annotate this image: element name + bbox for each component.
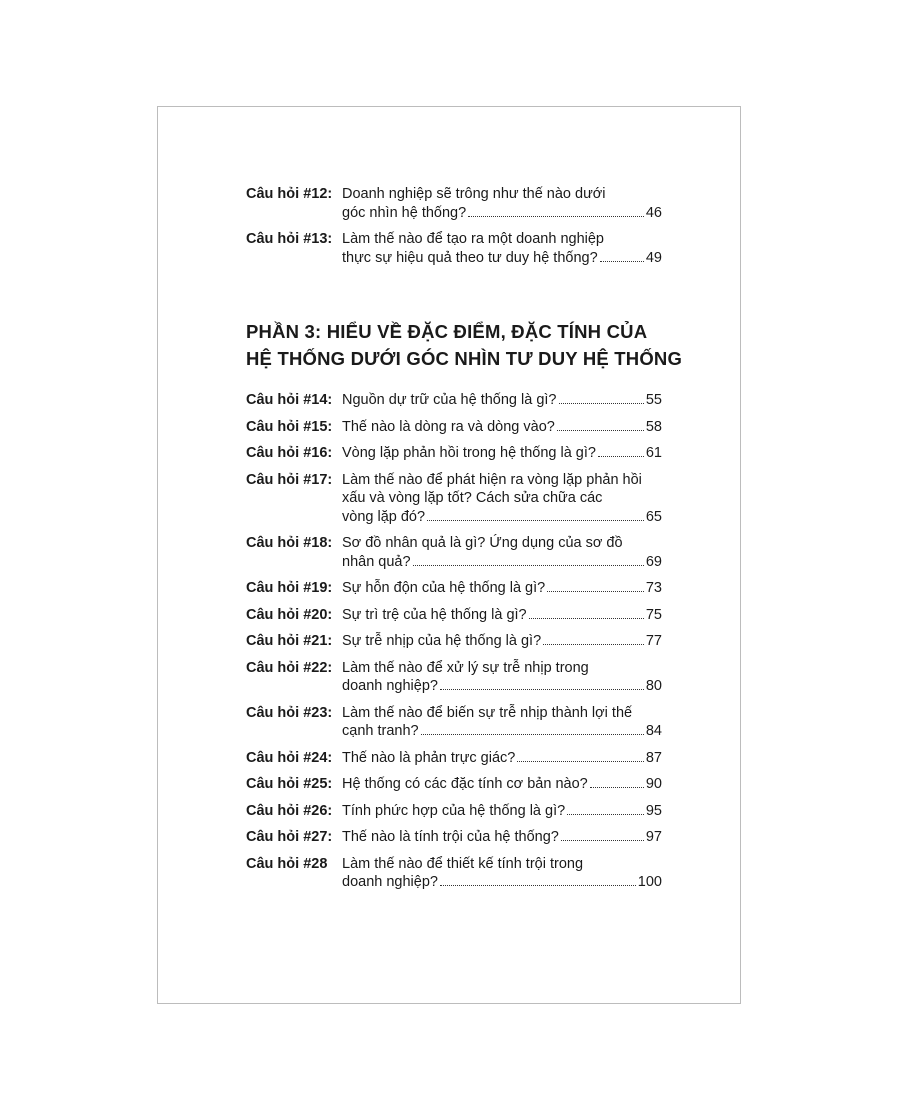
toc-entry-text <box>342 471 662 527</box>
toc-top-list <box>246 185 662 275</box>
toc-entry-label: Câu hỏi #17: <box>246 471 333 488</box>
dot-leader <box>600 261 644 262</box>
toc-entry <box>246 775 662 794</box>
dot-leader <box>421 734 644 735</box>
page-number: 97 <box>645 829 662 845</box>
toc-entry-last-line <box>342 553 662 572</box>
toc-entry-last-line <box>342 677 662 696</box>
toc-entry-line: xấu và vòng lặp tốt? Cách sửa chữa các <box>342 490 603 506</box>
toc-entry <box>246 828 662 847</box>
dot-leader <box>557 430 644 431</box>
toc-entry-text <box>342 802 662 821</box>
toc-entry-line: Làm thế nào để biến sự trễ nhịp thành lợi thế <box>342 704 633 721</box>
section-title <box>246 318 686 372</box>
toc-entry <box>246 185 662 222</box>
toc-entry-title-end: Thế nào là dòng ra và dòng vào? <box>342 418 555 435</box>
dot-leader <box>567 814 644 815</box>
toc-entry-title-end: cạnh tranh? <box>342 723 419 739</box>
toc-entry-text <box>342 418 662 437</box>
dot-leader <box>440 689 644 690</box>
toc-entry-line: Doanh nghiệp sẽ trông như thế nào dưới <box>342 186 606 202</box>
toc-entry-label: Câu hỏi #21: <box>246 633 333 649</box>
toc-entry-text <box>342 775 662 794</box>
toc-entry-label: Câu hỏi #16: <box>246 445 333 461</box>
page-number: 61 <box>645 445 662 461</box>
toc-entry-label: Câu hỏi #26: <box>246 802 333 819</box>
toc-entry-last-line <box>342 418 662 437</box>
toc-entry-title-end: Hệ thống có các đặc tính cơ bản nào? <box>342 776 588 792</box>
toc-entry-text <box>342 704 662 741</box>
toc-entry-title-end: vòng lặp đó? <box>342 508 426 525</box>
toc-entry-text <box>342 391 662 410</box>
toc-entry-text <box>342 659 662 696</box>
toc-entry-last-line <box>342 828 662 847</box>
toc-entry <box>246 444 662 463</box>
page-number: 80 <box>645 678 662 694</box>
toc-entry-last-line <box>342 775 662 794</box>
page-number: 90 <box>645 776 662 792</box>
toc-entry-text <box>342 855 662 892</box>
toc-entry-line: Làm thế nào để tạo ra một doanh nghiệp <box>342 231 604 247</box>
toc-entry-title-end: Thế nào là tính trội của hệ thống? <box>342 829 559 845</box>
toc-entry-text <box>342 444 662 463</box>
toc-entry <box>246 230 662 267</box>
toc-main-list <box>246 391 662 900</box>
toc-entry <box>246 659 662 696</box>
section-title-line-2: HỆ THỐNG DƯỚI GÓC NHÌN TƯ DUY HỆ THỐNG <box>246 348 683 369</box>
page-number: 73 <box>645 580 662 596</box>
page-number: 46 <box>645 204 662 221</box>
dot-leader <box>468 216 644 217</box>
toc-entry-last-line <box>342 802 662 821</box>
page-number: 84 <box>645 723 662 739</box>
toc-entry-line: Làm thế nào để phát hiện ra vòng lặp phản hồi <box>342 471 642 488</box>
toc-entry-title-end: doanh nghiệp? <box>342 678 438 694</box>
toc-entry <box>246 802 662 821</box>
toc-entry-last-line <box>342 722 662 741</box>
toc-entry <box>246 418 662 437</box>
page-number: 87 <box>645 749 662 766</box>
toc-entry-title-end: thực sự hiệu quả theo tư duy hệ thống? <box>342 249 598 266</box>
page-number: 77 <box>645 633 662 649</box>
toc-entry-line: Làm thế nào để thiết kế tính trội trong <box>342 855 584 872</box>
toc-entry-last-line <box>342 579 662 598</box>
toc-entry <box>246 606 662 625</box>
toc-entry-last-line <box>342 873 662 892</box>
toc-entry-text <box>342 579 662 598</box>
toc-entry-label: Câu hỏi #18: <box>246 535 333 551</box>
toc-entry-line: Sơ đồ nhân quả là gì? Ứng dụng của sơ đồ <box>342 535 623 551</box>
toc-entry-last-line <box>342 444 662 463</box>
toc-entry-label: Câu hỏi #15: <box>246 418 333 435</box>
toc-entry-line: Làm thế nào để xử lý sự trễ nhịp trong <box>342 659 589 676</box>
dot-leader <box>547 591 644 592</box>
dot-leader <box>440 885 636 886</box>
toc-entry-title-end: Vòng lặp phản hồi trong hệ thống là gì? <box>342 445 596 461</box>
toc-entry <box>246 749 662 768</box>
page-number: 49 <box>645 249 662 266</box>
page-number: 95 <box>645 802 662 819</box>
toc-entry <box>246 391 662 410</box>
dot-leader <box>598 456 644 457</box>
dot-leader <box>517 761 644 762</box>
toc-entry <box>246 855 662 892</box>
dot-leader <box>413 565 644 566</box>
book-page <box>157 106 741 1004</box>
toc-entry-label: Câu hỏi #25: <box>246 776 333 792</box>
page-number: 65 <box>645 508 662 525</box>
dot-leader <box>561 840 644 841</box>
dot-leader <box>427 520 644 521</box>
toc-entry-label: Câu hỏi #12: <box>246 186 333 202</box>
toc-entry-text <box>342 185 662 222</box>
toc-entry-title-end: Tính phức hợp của hệ thống là gì? <box>342 802 566 819</box>
toc-entry-last-line <box>342 204 662 223</box>
toc-entry-text <box>342 230 662 267</box>
toc-entry-label: Câu hỏi #22: <box>246 659 333 676</box>
section-title-line-1: PHẦN 3: HIỂU VỀ ĐẶC ĐIỂM, ĐẶC TÍNH CỦA <box>246 321 648 342</box>
page-number: 58 <box>645 418 662 435</box>
toc-entry-last-line <box>342 508 662 527</box>
toc-entry-title-end: Nguồn dự trữ của hệ thống là gì? <box>342 392 557 408</box>
toc-entry-title-end: Sự trễ nhịp của hệ thống là gì? <box>342 633 542 649</box>
toc-entry-text <box>342 749 662 768</box>
dot-leader <box>559 403 644 404</box>
toc-entry-label: Câu hỏi #24: <box>246 749 333 766</box>
toc-entry-label: Câu hỏi #28 <box>246 855 328 872</box>
toc-entry-title-end: doanh nghiệp? <box>342 874 438 890</box>
toc-entry-title-end: Sự hỗn độn của hệ thống là gì? <box>342 580 546 596</box>
toc-entry-title-end: góc nhìn hệ thống? <box>342 204 467 221</box>
toc-entry-last-line <box>342 749 662 768</box>
toc-entry-last-line <box>342 606 662 625</box>
toc-entry-label: Câu hỏi #27: <box>246 829 333 845</box>
toc-entry-title-end: Sự trì trệ của hệ thống là gì? <box>342 606 527 623</box>
dot-leader <box>529 618 644 619</box>
toc-entry-text <box>342 606 662 625</box>
toc-entry <box>246 471 662 527</box>
toc-entry-label: Câu hỏi #13: <box>246 231 333 247</box>
toc-entry-label: Câu hỏi #14: <box>246 392 333 408</box>
toc-entry-label: Câu hỏi #19: <box>246 580 333 596</box>
toc-entry-label: Câu hỏi #20: <box>246 606 333 623</box>
toc-entry-text <box>342 828 662 847</box>
dot-leader <box>590 787 644 788</box>
page-number: 75 <box>645 606 662 623</box>
toc-entry <box>246 579 662 598</box>
toc-entry-title-end: Thế nào là phản trực giác? <box>342 749 516 766</box>
page-number: 69 <box>645 553 662 570</box>
toc-entry-last-line <box>342 249 662 268</box>
page-number: 100 <box>637 874 662 890</box>
toc-entry-last-line <box>342 391 662 410</box>
toc-entry <box>246 534 662 571</box>
toc-entry-text <box>342 632 662 651</box>
toc-entry-title-end: nhân quả? <box>342 553 411 570</box>
toc-entry <box>246 704 662 741</box>
dot-leader <box>543 644 644 645</box>
toc-entry-label: Câu hỏi #23: <box>246 704 333 721</box>
toc-entry-text <box>342 534 662 571</box>
toc-entry-last-line <box>342 632 662 651</box>
page-number: 55 <box>645 392 662 408</box>
toc-entry <box>246 632 662 651</box>
